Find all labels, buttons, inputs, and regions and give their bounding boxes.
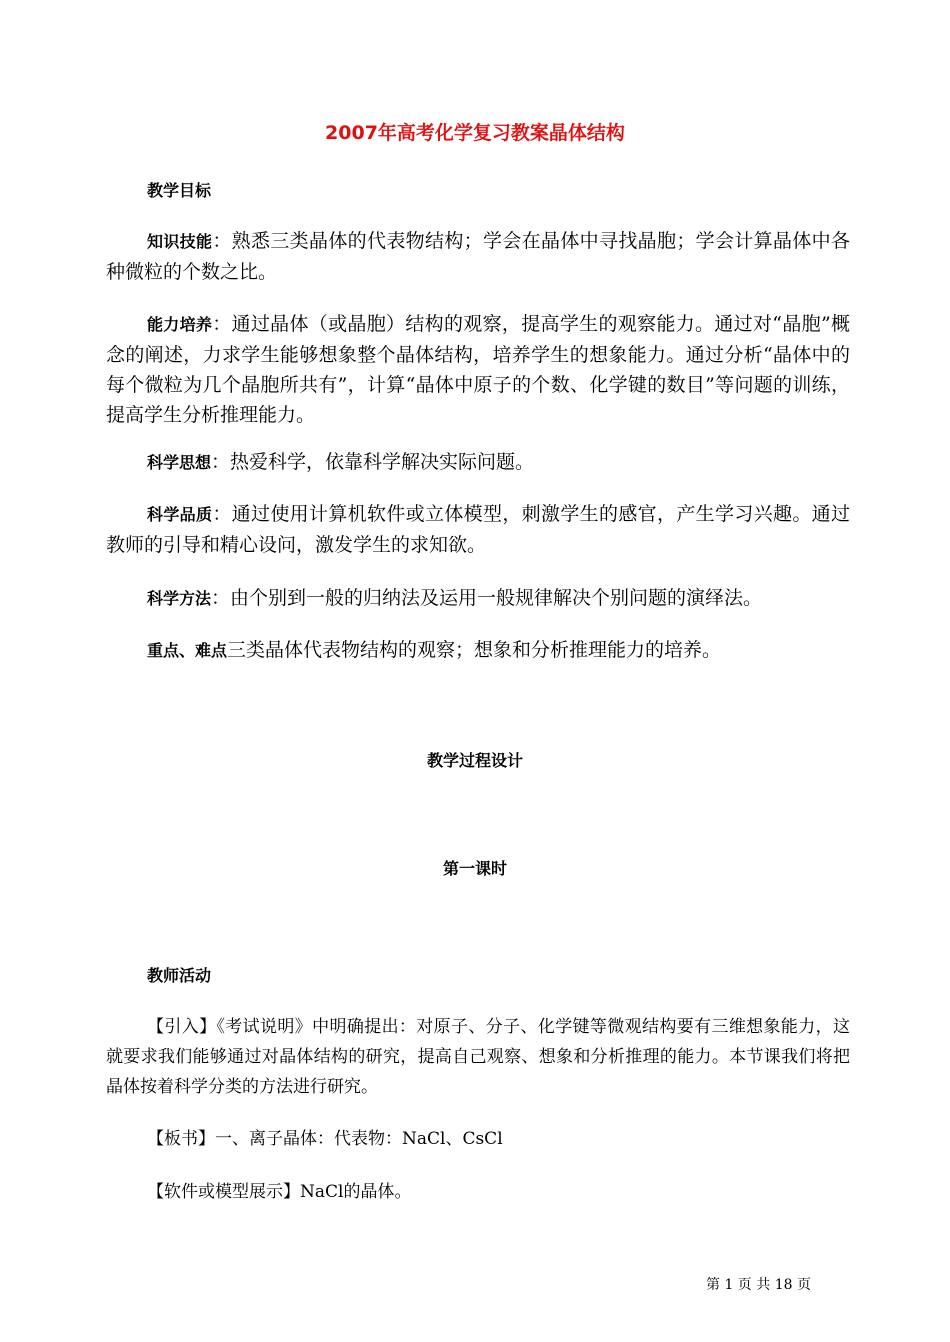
page-number: 第 1 页 共 18 页 — [706, 1277, 811, 1293]
scientific-quality-paragraph — [106, 499, 850, 560]
ability-text: ：通过晶体（或晶胞）结构的观察，提高学生的观察能力。通过对“晶胞”概念的阐述，力求学生能够想象整个晶体结构，培养学生的想象能力。通过分析“晶体中的每个微粒为几个晶胞所共有”，计算“晶体中原子的个数、化学键的数目”等问题的训练，提高学生分析推理能力。 — [106, 313, 850, 426]
knowledge-skills-text: ：熟悉三类晶体的代表物结构；学会在晶体中寻找晶胞；学会计算晶体中各种微粒的个数之比。 — [106, 230, 850, 283]
scientific-quality-text: ：通过使用计算机软件或立体模型，刺激学生的感官，产生学习兴趣。通过教师的引导和精心设问，激发学生的求知欲。 — [106, 503, 850, 556]
keypoints-label: 重点、难点 — [147, 641, 228, 660]
teacher-activity-heading: 教师活动 — [147, 966, 212, 985]
scientific-method-label: 科学方法 — [147, 589, 212, 608]
scientific-method-paragraph — [106, 583, 850, 614]
intro-paragraph: 【引入】《考试说明》中明确提出：对原子、分子、化学键等微观结构要有三维想象能力，这就要求我们能够通过对晶体结构的研究，提高自己观察、想象和分析推理的能力。本节课我们将把晶体按着科学分类的方法进行研究。 — [106, 1017, 850, 1097]
scientific-thought-text: ：热爱科学，依靠科学解决实际问题。 — [211, 451, 535, 473]
ability-label: 能力培养 — [147, 315, 213, 334]
document-title: 2007年高考化学复习教案晶体结构 — [325, 122, 625, 144]
model-paragraph: 【软件或模型展示】NaCl的晶体。 — [147, 1182, 412, 1202]
goals-heading: 教学目标 — [147, 181, 212, 200]
ability-paragraph — [106, 309, 850, 430]
knowledge-skills-label: 知识技能 — [147, 232, 213, 251]
scientific-thought-label: 科学思想 — [147, 453, 212, 472]
scientific-method-text: ：由个别到一般的归纳法及运用一般规律解决个别问题的演绎法。 — [211, 587, 763, 609]
board-paragraph: 【板书】一、离子晶体：代表物：NaCl、CsCl — [147, 1129, 503, 1149]
scientific-thought-paragraph — [106, 447, 850, 478]
lesson-heading: 第一课时 — [442, 859, 507, 878]
keypoints-paragraph — [106, 635, 850, 666]
process-heading: 教学过程设计 — [426, 751, 523, 770]
scientific-quality-label: 科学品质 — [147, 505, 213, 524]
knowledge-skills-paragraph — [106, 226, 850, 287]
keypoints-text: 三类晶体代表物结构的观察；想象和分析推理能力的培养。 — [227, 639, 722, 661]
